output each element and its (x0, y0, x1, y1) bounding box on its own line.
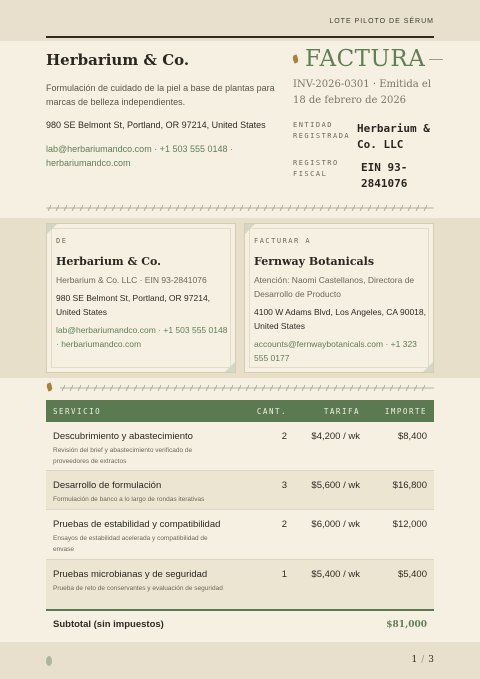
page-separator: / (421, 655, 425, 665)
tax-value: EIN 93-2841076 (361, 161, 408, 190)
header-rate: TARIFA (323, 407, 360, 416)
from-card (46, 223, 236, 373)
row-qty: 1 (281, 569, 287, 580)
row-rate: $5,400 / wk (311, 569, 360, 580)
table-row (46, 422, 434, 471)
bill-to-contact[interactable]: accounts@fernwaybotanicals.com · +1 323 555 0177 (254, 339, 417, 363)
bill-to-name: Fernway Botanicals (254, 255, 375, 268)
bill-to-address: 4100 W Adams Blvd, Los Angeles, CA 90018, United States (254, 307, 426, 331)
services-table (46, 400, 434, 637)
row-service: Pruebas microbianas y de seguridad (53, 569, 208, 580)
table-header (46, 400, 434, 422)
from-name: Herbarium & Co. (56, 255, 161, 268)
company-contact[interactable]: lab@herbariumandco.com · +1 503 555 0148 · herbariumandco.com (46, 144, 234, 168)
chevron-divider (46, 203, 434, 213)
bill-to-attention: Atención: Naomi Castellanos, Directora de Desarrollo de Producto (254, 275, 415, 299)
row-qty: 3 (281, 480, 287, 491)
page-indicator (411, 655, 434, 665)
subtotal-row (46, 609, 434, 637)
invoice-title: FACTURA (305, 46, 426, 72)
table-row (46, 510, 434, 560)
top-band (0, 0, 480, 41)
from-address: 980 SE Belmont St, Portland, OR 97214, United States (56, 293, 211, 317)
invoice-title-block (293, 46, 443, 72)
from-contact[interactable]: lab@herbariumandco.com · +1 503 555 0148 · herbariumandco.com (56, 325, 228, 349)
row-service: Desarrollo de formulación (53, 480, 162, 491)
chevron-divider (60, 383, 434, 393)
company-tagline: Formulación de cuidado de la piel a base de plantas para marcas de belleza independientes. (46, 83, 275, 107)
footer-band (0, 642, 480, 679)
row-description: Revisión del brief y abastecimiento verificado de proveedores de extractos (53, 447, 193, 465)
row-service: Pruebas de estabilidad y compatibilidad (53, 519, 221, 530)
company-address: 980 SE Belmont St, Portland, OR 97214, United States (46, 120, 266, 130)
header-rule (46, 36, 434, 38)
header-service: SERVICIO (53, 407, 102, 416)
row-rate: $4,200 / wk (311, 431, 360, 442)
leaf-icon (46, 382, 53, 391)
row-description: Prueba de reto de conservantes y evaluación de seguridad (53, 585, 223, 592)
page-current: 1 (411, 655, 418, 665)
row-amount: $12,000 (392, 519, 427, 530)
from-legal: Herbarium & Co. LLC · EIN 93-2841076 (56, 275, 207, 285)
bill-to-label: FACTURAR A (254, 237, 312, 245)
row-qty: 2 (281, 519, 287, 530)
title-rule (429, 59, 443, 60)
entity-label: ENTIDAD REGISTRADA (293, 121, 351, 140)
row-amount: $16,800 (392, 480, 427, 491)
subtotal-label: Subtotal (sin impuestos) (53, 619, 164, 630)
row-description: Formulación de banco a lo largo de rondas iterativas (53, 496, 205, 503)
table-row (46, 560, 434, 609)
row-service: Descubrimiento y abastecimiento (53, 431, 193, 442)
row-rate: $5,600 / wk (311, 480, 360, 491)
entity-value: Herbarium & Co. LLC (357, 122, 430, 151)
page-total: 3 (428, 655, 434, 665)
subtotal-value: $81,000 (386, 620, 427, 630)
row-amount: $5,400 (397, 569, 427, 580)
from-label: DE (56, 237, 68, 245)
header-qty: CANT. (256, 407, 287, 416)
row-amount: $8,400 (397, 431, 427, 442)
company-name: Herbarium & Co. (46, 51, 190, 69)
row-description: Ensayos de estabilidad acelerada y compatibilidad de envase (53, 535, 208, 553)
table-row (46, 471, 434, 510)
bill-to-card (244, 223, 434, 373)
row-rate: $6,000 / wk (311, 519, 360, 530)
header-amount: IMPORTE (384, 407, 427, 416)
invoice-meta: INV-2026-0301 · Emitida el 18 de febrero de 2026 (293, 79, 432, 106)
leaf-icon (292, 54, 299, 63)
pilot-label: LOTE PILOTO DE SÉRUM (329, 18, 434, 25)
leaf-icon (46, 656, 52, 666)
row-qty: 2 (281, 431, 287, 442)
tax-label: REGISTRO FISCAL (293, 159, 339, 178)
